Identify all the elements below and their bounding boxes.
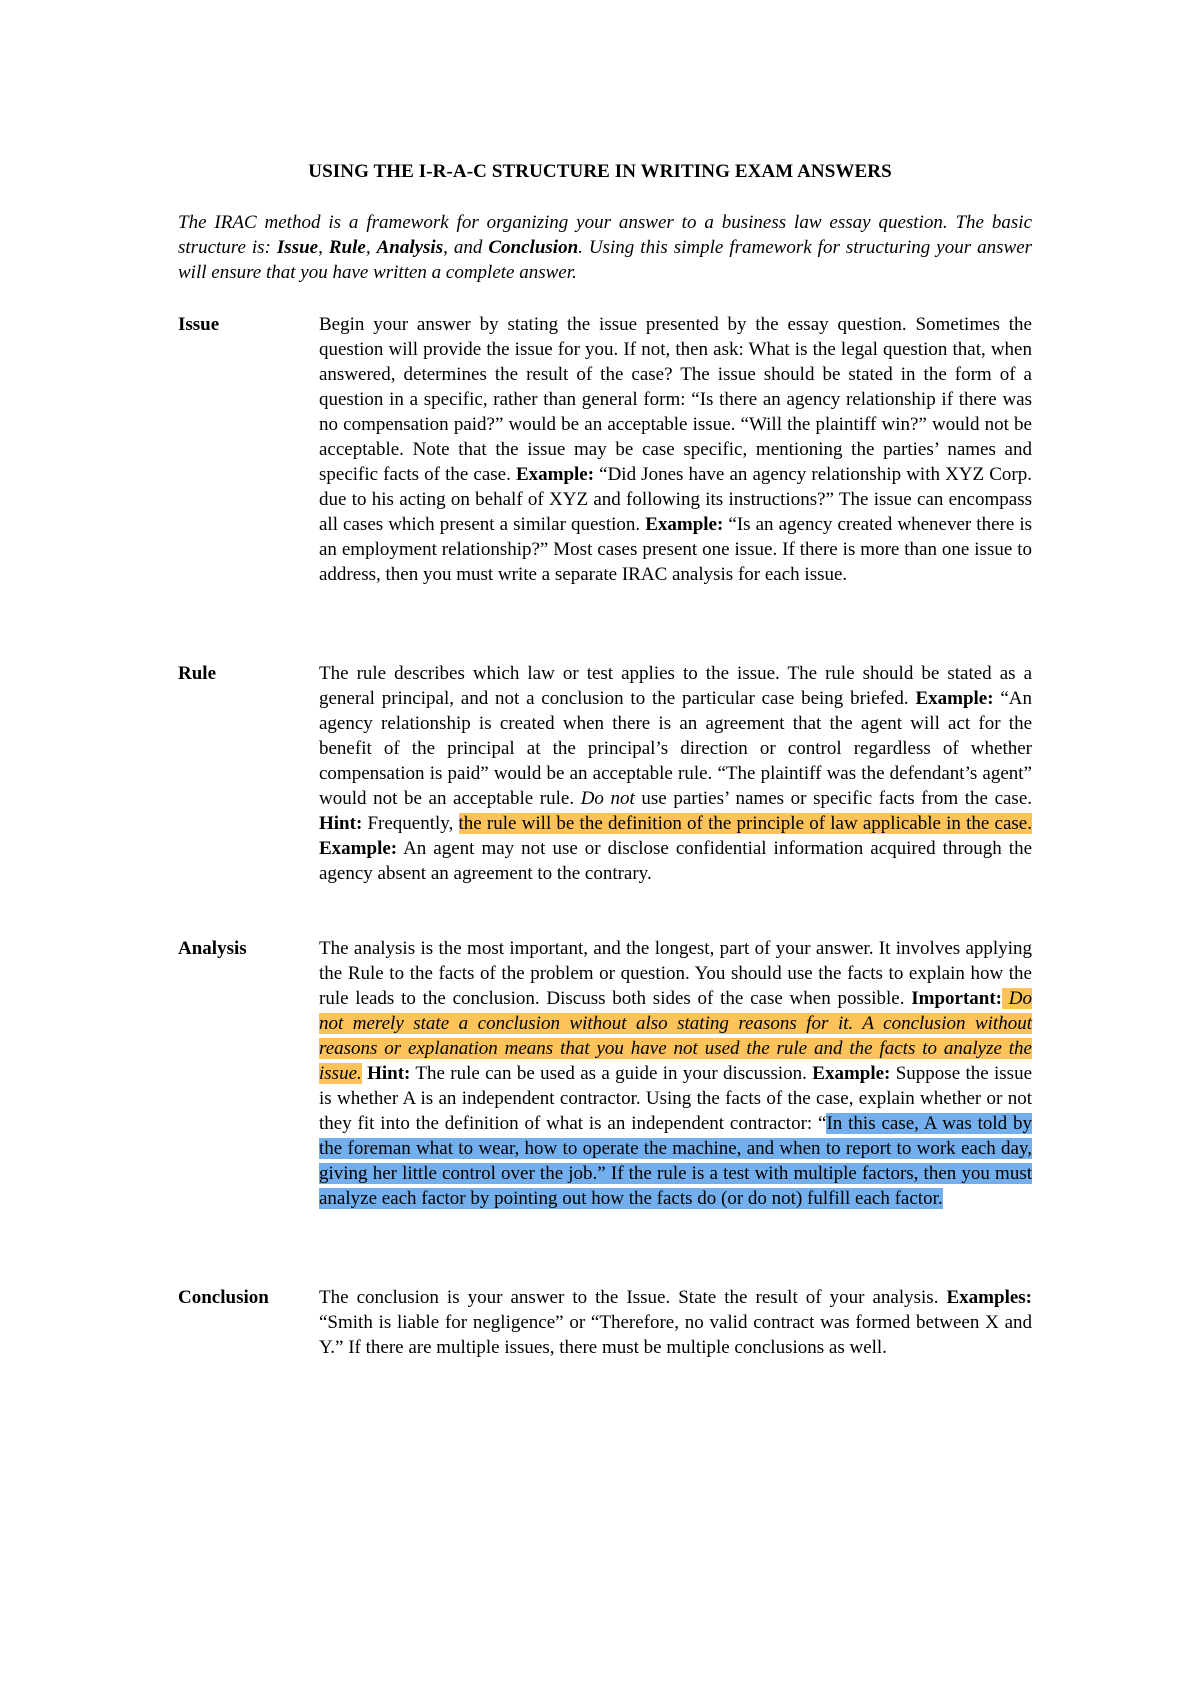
intro-text: The IRAC method is a framework for organizing your answer to a business law essay question. The basic structure is: <box>178 212 1032 258</box>
intro-conclusion: Conclusion <box>488 237 579 258</box>
term-issue: Issue <box>178 314 220 335</box>
hint-label: Hint: <box>319 813 363 834</box>
issue-text: “Is an agency created whenever there is an employment relationship?” Most cases present one issue. If there is more than one issue to address, then you must write a separate IRAC analysis for each issue. <box>319 514 1033 585</box>
conclusion-text: The conclusion is your answer to the Issue. State the result of your analysis. <box>319 1287 947 1308</box>
issue-text: “Did Jones have an agency relationship with XYZ Corp. due to his acting on behalf of XYZ and following its instructions?” The issue can encompass all cases which present a similar question. <box>319 464 1032 535</box>
rule-text: use parties’ names or specific facts from the case. <box>634 788 1033 809</box>
term-conclusion: Conclusion <box>178 1287 269 1308</box>
rule-body <box>319 661 1032 886</box>
example-label: Example: <box>319 838 398 859</box>
conclusion-body <box>319 1285 1032 1360</box>
issue-text: Begin your answer by stating the issue presented by the essay question. Sometimes the question will provide the issue for you. If not, then ask: What is the legal question that, when answered, determines the result of the case? The issue should be stated in the form of a question in a specific, rather than general form: “Is there an agency relationship if there was no compensation paid?” would be an acceptable issue. “Will the plaintiff win?” would not be acceptable. Note that the issue may be case specific, mentioning the parties’ names and specific facts of the case. <box>319 314 1032 485</box>
issue-body <box>319 312 1032 587</box>
analysis-text: The rule can be used as a guide in your discussion. <box>410 1063 813 1084</box>
analysis-text: Suppose the issue is whether A is an independent contractor. Using the facts of the case, explain whether or not they fit into the definition of what is an independent contractor: “ <box>319 1063 1033 1134</box>
intro-sep: , <box>365 237 377 258</box>
rule-highlight: the rule will be the definition of the principle of law applicable in the case. <box>458 813 1032 834</box>
rule-text: An agent may not use or disclose confidential information acquired through the agency absent an agreement to the contrary. <box>319 838 1032 884</box>
intro-issue: Issue <box>276 237 319 258</box>
analysis-body <box>319 936 1032 1211</box>
example-label: Example: <box>515 464 595 485</box>
analysis-highlight-orange: Do not merely state a conclusion without also stating reasons for it. A conclusion without reasons or explanation means that you have not used the rule and the facts to analyze the issue. <box>319 988 1032 1084</box>
example-label: Example: <box>645 514 724 535</box>
rule-text: “An agency relationship is created when there is an agreement that the agent will act for the benefit of the principal at the principal’s direction or control regardless of whether compensation is paid” would be an acceptable rule. “The plaintiff was the defendant’s agent” would not be an acceptable rule. <box>319 688 1032 809</box>
term-analysis: Analysis <box>178 938 247 959</box>
analysis-highlight-blue: In this case, A was told by the foreman what to wear, how to operate the machine, and when to report to work each day, giving her little control over the job.” If the rule is a test with multiple factors, then you must analyze each factor by pointing out how the facts do (or do not) fulfill each factor. <box>319 1113 1032 1209</box>
intro-sep: , <box>318 237 329 258</box>
rule-text: The rule describes which law or test applies to the issue. The rule should be stated as a general principal, and not a conclusion to the particular case being briefed. <box>319 663 1032 709</box>
page-title: USING THE I-R-A-C STRUCTURE IN WRITING EXAM ANSWERS <box>308 161 892 182</box>
analysis-text: The analysis is the most important, and the longest, part of your answer. It involves applying the Rule to the facts of the problem or question. You should use the facts to explain how the rule leads to the conclusion. Discuss both sides of the case when possible. <box>319 938 1032 1009</box>
important-label: Important: <box>911 988 1003 1009</box>
intro-analysis: Analysis <box>376 237 444 258</box>
term-rule: Rule <box>178 663 216 684</box>
intro-rule: Rule <box>328 237 366 258</box>
rule-text: Frequently, <box>362 813 459 834</box>
intro-paragraph <box>178 210 1032 285</box>
example-label: Example: <box>915 688 994 709</box>
intro-text: . Using this simple framework for structuring your answer will ensure that you have written a complete answer. <box>178 237 1033 283</box>
intro-sep: , and <box>443 237 489 258</box>
hint-label: Hint: <box>367 1063 411 1084</box>
examples-label: Examples: <box>946 1287 1032 1308</box>
conclusion-text: “Smith is liable for negligence” or “Therefore, no valid contract was formed between X and Y.” If there are multiple issues, there must be multiple conclusions as well. <box>319 1312 1032 1358</box>
do-not-emphasis: Do not <box>580 788 635 809</box>
example-label: Example: <box>812 1063 891 1084</box>
